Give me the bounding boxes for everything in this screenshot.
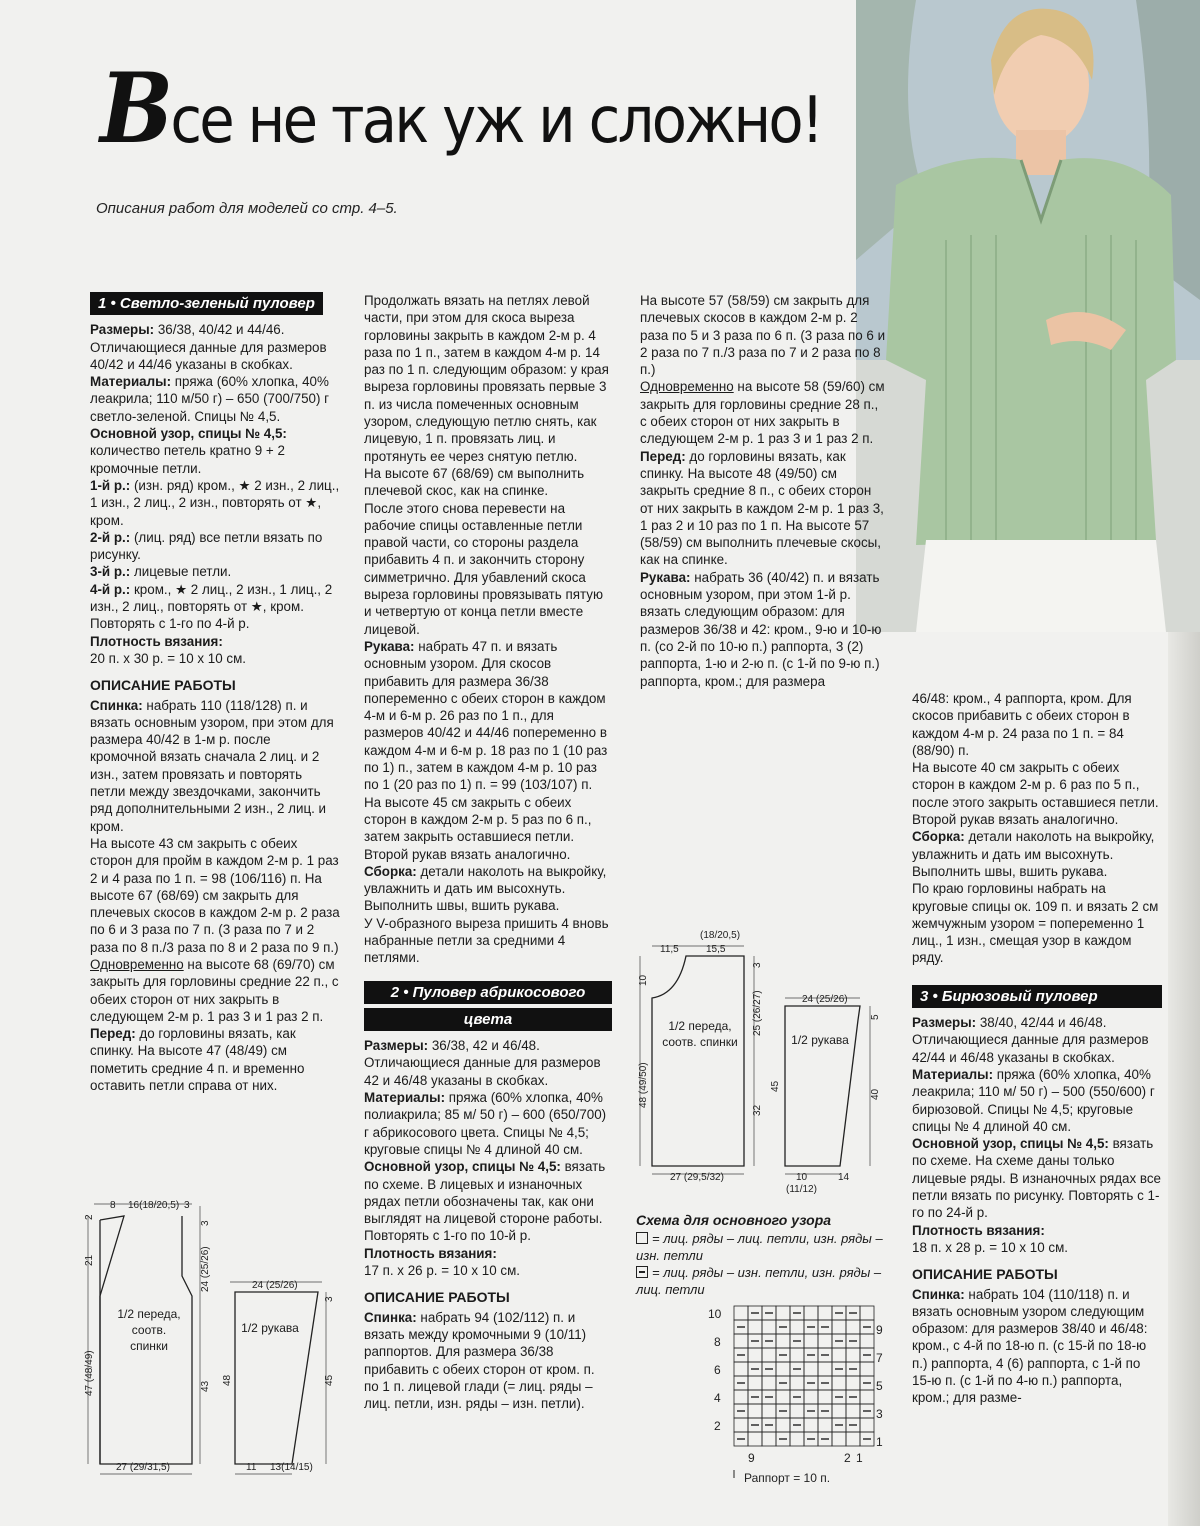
grid-cell	[860, 1418, 874, 1432]
grid-cell	[804, 1334, 818, 1348]
model2-materials-label: Материалы:	[364, 1090, 446, 1106]
model2-pattern-label: Основной узор, спицы № 4,5:	[364, 1159, 561, 1175]
d1-sleeve-bottom-b: 13(14/15)	[270, 1462, 313, 1473]
d2-sleeve-left: 45	[770, 1080, 781, 1092]
row-label-3: 3	[876, 1407, 883, 1421]
model2-title-line2: цвета	[364, 1008, 612, 1031]
column-2	[364, 292, 612, 1412]
legend-item-1: = лиц. ряды – лиц. петли, изн. ряды – изн. петли	[636, 1231, 883, 1263]
d2-right-b: 25 (26/27)	[752, 990, 763, 1036]
model1-pattern-label: Основной узор, спицы № 4,5:	[90, 426, 287, 442]
grid-cell	[762, 1432, 776, 1446]
model3-back-label: Спинка:	[912, 1286, 965, 1302]
model2-assembly: детали наколоть на выкройку, увлажнить и дать им высохнуть. Выполнить швы, вшить рукава.	[912, 829, 1155, 879]
model1-sleeves-label: Рукава:	[364, 638, 415, 654]
grid-cell	[804, 1418, 818, 1432]
model3-work-heading: ОПИСАНИЕ РАБОТЫ	[912, 1266, 1058, 1283]
grid-cell	[790, 1432, 804, 1446]
model2-simult-label: Одновременно	[640, 379, 734, 395]
model1-col2-p2: На высоте 67 (68/69) см выполнить плечевой скос, как на спинке.	[364, 465, 585, 499]
model3-density-label: Плотность вязания:	[912, 1222, 1045, 1238]
d2-top-a: 11,5	[660, 944, 679, 955]
d1-bottom: 27 (29/31,5)	[116, 1462, 170, 1473]
model2-col4-p1: 46/48: кром., 4 раппорта, кром. Для скосов прибавить с обеих сторон в каждом 4-м р. 24 раза по 1 п. = 84 (88/90) п.	[912, 691, 1132, 758]
repeat-label: Раппорт = 10 п.	[744, 1471, 831, 1485]
row-label-9: 9	[876, 1323, 883, 1337]
photo-model-green-pullover	[856, 0, 1200, 632]
grid-cell	[832, 1376, 846, 1390]
d2-sleeve-bottom-b: (11/12)	[786, 1184, 817, 1195]
grid-cell	[832, 1404, 846, 1418]
grid-cell	[860, 1334, 874, 1348]
model2-sleeve2: Второй рукав вязать аналогично.	[912, 812, 1119, 828]
model1-simult: на высоте 68 (69/70) см закрыть для горловины средние 22 п., с обеих сторон от них закрыть в следующем 2-м р. 1 раз 3 и 1 раз 2 п.	[90, 956, 339, 1024]
model1-sizes: 36/38, 40/42 и 44/46. Отличающиеся данные для размеров 40/42 и 44/46 указаны в скобках.	[90, 322, 327, 372]
d2-bottom: 27 (29,5/32)	[670, 1172, 724, 1183]
model3-sizes: 38/40, 42/44 и 46/48. Отличающиеся данные для размеров 42/44 и 46/48 указаны в скобках.	[912, 1015, 1149, 1065]
legend-empty-square-icon	[636, 1232, 648, 1244]
model1-materials-label: Материалы:	[90, 374, 172, 390]
model2-simult: на высоте 58 (59/60) см закрыть для горловины средние 28 п., с обеих сторон от них закрыть в следующем 2-м р. 1 раз 3 и 1 раз 2 п.	[640, 379, 885, 447]
model3-materials: пряжа (60% хлопка, 40% леакрила; 110 м/ 50 г) – 500 (550/600) г бирюзовой. Спицы № 4,5; круговые спицы № 4 длиной 40 см.	[912, 1066, 1155, 1134]
model1-sleeves: набрать 47 п. и вязать основным узором. Для скосов прибавить для размера 36/38 попеременно с обеих сторон в каждом 4-м и 6-м р. 26 раз по 1 п., для размеров 40/42 и 44/46 попеременно в каждом 4-м и 6-м р. 18 раз по 1 (10 раз по 1) п., затем в каждом 4-м р. 10 раз по 1 (20 раз по 1) п. = 99 (103/107) п. На высоте 45 см закрыть с обеих сторон в каждом 2-м р. 5 раз по 6 п., затем закрыть оставшиеся петли.	[364, 638, 608, 845]
model1-row4: кром., ★ 2 лиц., 2 изн., 1 лиц., 2 изн., 2 лиц., повторять от ★, кром.	[90, 581, 333, 615]
model1-materials: пряжа (60% хлопка, 40% леакрила; 110 м/50 г) – 650 (700/750) г светло-зеленой. Спицы № 4,5.	[90, 374, 330, 424]
row-label-2: 2	[714, 1419, 721, 1433]
grid-cell	[846, 1348, 860, 1362]
grid-cell	[748, 1376, 762, 1390]
model1-row1: (изн. ряд) кром., ★ 2 изн., 2 лиц., 1 изн., 2 лиц., 2 изн., повторять от ★, кром.	[90, 477, 340, 528]
page-edge-next	[1168, 632, 1200, 1526]
d2-left-a: 10	[638, 974, 649, 986]
model1-col2-p1: Продолжать вязать на петлях левой части, при этом для скоса выреза горловины закрыть в каждом 2-м р. 4 раза по 1 п., затем в каждом 4-м р. 14 раз по 1 п. следующим образом: у края выреза горловины провязать первые 3 п. из числа помеченных основным узором, следующую петлю снять, как лицевую, 1 п. провязать лиц. и протянуть ее через снятую петлю.	[364, 293, 609, 464]
model2-back2: На высоте 57 (58/59) см закрыть для плечевых скосов в каждом 2-м р. 2 раза по 5 и 3 раза по 6 п. (3 раза по 6 и 2 раза по 7 п./3 раза по 7 и 2 раза по 8 п.)	[640, 293, 886, 378]
grid-cell	[818, 1362, 832, 1376]
model2-sizes-label: Размеры:	[364, 1038, 429, 1054]
d2-top-b: 15,5	[706, 944, 726, 955]
column-1	[90, 292, 340, 1094]
d1-left-b: 21	[84, 1254, 95, 1266]
d2-sleeve-bottom-c: 14	[838, 1172, 850, 1183]
diagram-model2-pattern	[630, 928, 890, 1200]
d2-right-c: 32	[752, 1104, 763, 1116]
model1-density: 20 п. х 30 р. = 10 х 10 см.	[90, 650, 247, 666]
d1-sleeve-label: 1/2 рукава	[241, 1321, 299, 1335]
legend-item-2: = лиц. ряды – изн. петли, изн. ряды – лиц. петли	[636, 1265, 882, 1297]
d1-left-a: 2	[84, 1214, 95, 1220]
model3-title: 3 • Бирюзовый пуловер	[912, 985, 1162, 1008]
model3-sizes-label: Размеры:	[912, 1015, 977, 1031]
d1-right-a: 3	[200, 1220, 211, 1226]
grid-cell	[776, 1390, 790, 1404]
grid-cell	[734, 1306, 748, 1320]
grid-cell	[762, 1320, 776, 1334]
grid-cell	[748, 1348, 762, 1362]
model2-title-line1: 2 • Пуловер абрикосового	[364, 981, 612, 1004]
model1-col2-p3: После этого снова перевести на рабочие спицы оставленные петли правой части, со стороны раздела прибавить 4 п. и закончить сторону симметрично. Для убавлений скоса выреза горловины провязывать пятую и четвертую от конца петли вместе лицевой.	[364, 500, 604, 637]
col-label-1: 1	[856, 1451, 863, 1465]
model2-neckband: По краю горловины набрать на круговые спицы ок. 109 п. и вязать 2 см жемчужным узором = попеременно 1 лиц., 1 изн., смещая узор в каждом ряду.	[912, 881, 1159, 966]
grid-cell	[762, 1376, 776, 1390]
grid-cell	[734, 1362, 748, 1376]
d1-label: 1/2 переда, соотв. спинки	[117, 1307, 181, 1353]
grid-cell	[846, 1432, 860, 1446]
model2-sizes: 36/38, 42 и 46/48. Отличающиеся данные для размеров 42 и 46/48 указаны в скобках.	[364, 1038, 601, 1088]
grid-cell	[846, 1404, 860, 1418]
legend-dash-square-icon	[636, 1266, 648, 1278]
model3-pattern-label: Основной узор, спицы № 4,5:	[912, 1136, 1109, 1152]
grid-cell	[790, 1376, 804, 1390]
model3-materials-label: Материалы:	[912, 1066, 994, 1082]
model2-work-heading: ОПИСАНИЕ РАБОТЫ	[364, 1289, 510, 1306]
d2-sleeve-label: 1/2 рукава	[791, 1033, 849, 1047]
grid-cell	[832, 1432, 846, 1446]
grid-cell	[832, 1320, 846, 1334]
grid-cell	[804, 1306, 818, 1320]
grid-cell	[860, 1306, 874, 1320]
model1-vneck: У V-образного выреза пришить 4 вновь набранные петли за средними 4 петлями.	[364, 915, 609, 966]
model1-front-label: Перед:	[90, 1026, 136, 1042]
model1-back2: На высоте 43 см закрыть с обеих сторон для пройм в каждом 2-м р. 1 раз 2 и 4 раза по 1 п. = 98 (106/116) п. На высоте 67 (68/69) см закрыть для плечевых скосов в каждом 2-м р. 2 раза по 6 и 3 раза по 7 п. (3 раза по 7 и 2 раза по 8 п./3 раза по 8 и 2 раза по 9 п.)	[90, 835, 340, 955]
d2-left-b: 48 (49/50)	[638, 1062, 649, 1108]
photo-illustration	[856, 0, 1200, 632]
grid-cell	[818, 1306, 832, 1320]
model1-density-label: Плотность вязания:	[90, 633, 223, 649]
grid-cell	[790, 1320, 804, 1334]
d2-right-a: 3	[752, 962, 763, 968]
grid-cell	[790, 1348, 804, 1362]
model1-row3: лицевые петли.	[133, 564, 232, 580]
d1-top-a: 8	[110, 1200, 116, 1211]
model3-back: набрать 104 (110/118) п. и вязать основным узором следующим образом: для размеров 38/40 и 46/48: кром., с 4-й по 18-ю п. (с 15-й по 18-ю п.) раппорта, 4 (6) раппорта, с 1-й по 15-ю п. (с 1-й по 4-ю п.) раппорта, кром.; для разме-	[912, 1286, 1148, 1406]
model1-pattern: количество петель кратно 9 + 2 кромочные петли.	[90, 443, 285, 476]
row-label-1: 1	[876, 1435, 883, 1449]
model2-sleeves-label: Рукава:	[640, 569, 691, 585]
model2-pattern: вязать по схеме. В лицевых и изнаночных рядах петли обозначены так, как они выглядят на лицевой стороне работы.	[364, 1159, 606, 1227]
model2-front: до горловины вязать, как спинку. На высоте 48 (49/50) см закрыть средние 8 п., с обеих сторон от них закрыть в каждом 2-м р. 1 раз 3, 1 раз 2 и 10 раз по 1 п. На высоте 57 (58/59) см выполнить плечевые скосы, как на спинке.	[640, 448, 884, 568]
grid-cell	[804, 1362, 818, 1376]
model2-front-label: Перед:	[640, 448, 686, 464]
d1-left-c: 47 (48/49)	[84, 1350, 95, 1396]
grid-cell	[776, 1306, 790, 1320]
pattern-chart-grid	[700, 1300, 900, 1490]
grid-cell	[818, 1334, 832, 1348]
pattern-legend	[636, 1230, 886, 1298]
grid-cell	[748, 1432, 762, 1446]
model2-repeat: Повторять с 1-го по 10-й р.	[364, 1228, 531, 1244]
model1-simult-label: Одновременно	[90, 956, 184, 972]
grid-cell	[748, 1320, 762, 1334]
d1-top-b: 16(18/20,5)	[128, 1200, 180, 1211]
model2-materials: пряжа (60% хлопка, 40% полиакрила; 85 м/ 50 г) – 600 (650/700) г абрикосового цвета. Спицы № 4,5; круговые спицы № 4 длиной 40 см.	[364, 1090, 607, 1157]
page-title	[100, 52, 821, 165]
model1-back: набрать 110 (118/128) п. и вязать основным узором, при этом для размера 40/42 в 1-м р. после кромочной вязать сначала 2 лиц. и 2 изн., затем провязать и повторять петли между звездочками, закончить ряд дополнительными 2 изн., 2 лиц. и кром.	[90, 697, 334, 834]
d1-right-b: 24 (25/26)	[200, 1246, 211, 1292]
grid-cell	[734, 1390, 748, 1404]
model2-sleeves: набрать 36 (40/42) п. и вязать основным узором, при этом 1-й р. вязать следующим образом: для размеров 36/38 и 42: кром., 9-ю и 10-ю п. (со 2-й по 10-ю п.) раппорта, 3 (2) раппорта, 1-ю и 2-ю п. (с 1-й по 9-ю п.) раппорта, кром.; для размера	[640, 569, 882, 689]
title-text: се не так уж и сложно!	[170, 84, 822, 158]
row-label-7: 7	[876, 1351, 883, 1365]
model1-sizes-label: Размеры:	[90, 322, 155, 338]
grid-cell	[748, 1404, 762, 1418]
model1-assembly: детали наколоть на выкройку, увлажнить и дать им высохнуть. Выполнить швы, вшить рукава.	[364, 863, 607, 914]
grid-cell	[818, 1418, 832, 1432]
page-subtitle: Описания работ для моделей со стр. 4–5.	[96, 200, 398, 217]
grid-cell	[832, 1348, 846, 1362]
col-label-9: 9	[748, 1451, 755, 1465]
title-initial: В	[100, 52, 171, 165]
grid-cell	[860, 1390, 874, 1404]
grid-cell	[762, 1348, 776, 1362]
model1-work-heading: ОПИСАНИЕ РАБОТЫ	[90, 677, 236, 694]
model2-back: набрать 94 (102/112) п. и вязать между кромочными 9 (10/11) раппортов. Для размера 36/38 прибавить с обеих сторон от кром. п. по 1 п. лицевой глади (= лиц. ряды – лиц. петли, изн. ряды – изн. петли).	[364, 1309, 595, 1412]
col-label-2: 2	[844, 1451, 851, 1465]
grid-cell	[734, 1334, 748, 1348]
d2-top-header: (18/20,5)	[700, 930, 741, 941]
model1-sleeve2: Второй рукав вязать аналогично.	[364, 846, 571, 862]
row-label-5: 5	[876, 1379, 883, 1393]
d2-sleeve-bottom-a: 10	[796, 1172, 808, 1183]
row-label-6: 6	[714, 1363, 721, 1377]
row-label-8: 8	[714, 1335, 721, 1349]
grid-cell	[734, 1418, 748, 1432]
d1-sleeve-left: 48	[222, 1374, 233, 1386]
d2-sleeve-right-b: 40	[870, 1088, 881, 1100]
model2-assembly-label: Сборка:	[912, 829, 965, 845]
grid-cell	[776, 1362, 790, 1376]
model1-row4-label: 4-й р.:	[90, 581, 131, 597]
model1-row1-label: 1-й р.:	[90, 477, 131, 493]
model1-repeat: Повторять с 1-го по 4-й р.	[90, 616, 250, 632]
column-4	[912, 690, 1162, 1407]
model1-front: до горловины вязать, как спинку. На высоте 47 (48/49) см пометить средние 4 п. и временно оставить петли справа от них.	[90, 1026, 305, 1094]
diagram-model1-pattern	[80, 1196, 350, 1486]
model1-assembly-label: Сборка:	[364, 863, 417, 879]
d2-sleeve-right-a: 5	[870, 1014, 881, 1020]
model3-density: 18 п. х 28 р. = 10 х 10 см.	[912, 1239, 1069, 1255]
row-label-4: 4	[714, 1391, 721, 1405]
d1-sleeve-right-a: 3	[324, 1296, 335, 1302]
pattern-grid-cells	[734, 1306, 874, 1446]
model3-pattern: вязать по схеме. На схеме даны только лицевые ряды. В изнаночных рядах все петли вязать по рисунку. Повторять с 1-го по 24-й р.	[912, 1136, 1161, 1221]
model2-back-label: Спинка:	[364, 1309, 417, 1325]
model2-col4-p2: На высоте 40 см закрыть с обеих сторон в каждом 2-м р. 6 раз по 5 п., после этого закрыть оставшиеся петли.	[912, 760, 1159, 810]
model2-density-label: Плотность вязания:	[364, 1245, 497, 1261]
grid-cell	[818, 1390, 832, 1404]
d1-sleeve-right-b: 45	[324, 1374, 335, 1386]
row-label-10: 10	[708, 1307, 722, 1321]
grid-cell	[804, 1390, 818, 1404]
model2-density: 17 п. х 26 р. = 10 х 10 см.	[364, 1263, 521, 1279]
d2-label: 1/2 переда, соотв. спинки	[662, 1019, 738, 1049]
d1-sleeve-bottom-a: 11	[246, 1462, 257, 1473]
model1-row2-label: 2-й р.:	[90, 529, 131, 545]
d1-top-c: 3	[184, 1200, 190, 1211]
grid-cell	[776, 1334, 790, 1348]
d2-sleeve-top: 24 (25/26)	[802, 994, 848, 1005]
model1-row2: (лиц. ряд) все петли вязать по рисунку.	[90, 529, 323, 563]
model1-title: 1 • Светло-зеленый пуловер	[90, 292, 323, 315]
grid-cell	[790, 1404, 804, 1418]
d1-sleeve-top: 24 (25/26)	[252, 1280, 298, 1291]
grid-cell	[846, 1320, 860, 1334]
grid-cell	[860, 1362, 874, 1376]
grid-cell	[776, 1418, 790, 1432]
model1-back-label: Спинка:	[90, 697, 143, 713]
column-3	[640, 292, 886, 690]
model1-row3-label: 3-й р.:	[90, 564, 131, 580]
grid-cell	[846, 1376, 860, 1390]
grid-cell	[762, 1404, 776, 1418]
pattern-chart-title: Схема для основного узора	[636, 1212, 832, 1228]
d1-right-c: 43	[200, 1380, 211, 1392]
